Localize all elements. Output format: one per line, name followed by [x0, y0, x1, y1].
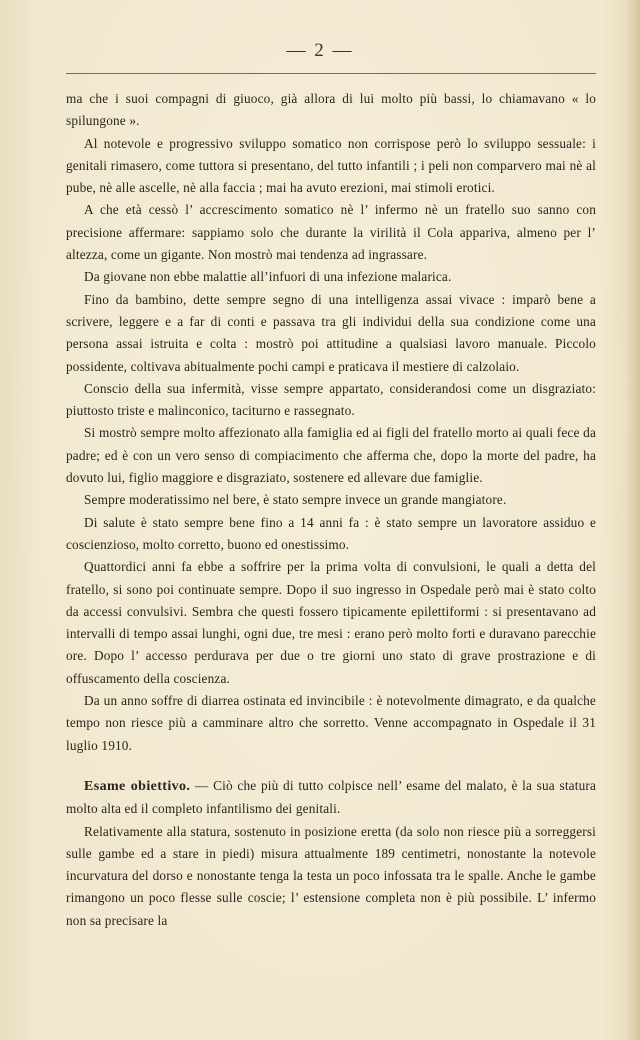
- paragraph: Da un anno soffre di diarrea ostinata ed invincibile : è notevolmente dimagrato, e da qualche tempo non riesce più a camminare altro che sorretto. Venne accompagnato in Ospedale il 31 luglio 1910.: [66, 693, 596, 753]
- section-heading: Esame obiettivo.: [84, 778, 191, 794]
- paragraph: Di salute è stato sempre bene fino a 14 anni fa : è stato sempre un lavoratore assiduo e coscienzioso, molto corretto, buono ed onestissimo.: [66, 514, 596, 552]
- paragraph: A che età cessò l’ accrescimento somatico nè l’ infermo nè un fratello suo sanno con precisione affermare: sappiamo solo che durante la virilità il Cola appariva, almeno per l’ altezza, come un gigante. Non mostrò mai tendenza ad ingrassare.: [66, 202, 596, 263]
- body-text: [66, 88, 596, 932]
- exam-intro-text: — Ciò che più di tutto colpisce nell’ esame del malato, è la sua statura molto alta ed il completo infantilismo dei genitali.: [66, 777, 596, 817]
- paragraph: Si mostrò sempre molto affezionato alla famiglia ed ai figli del fratello morto ai quali fece da padre; ed è con un vero senso di compiacimento che afferma che, dopo la morte del padre, ha dovuto lui, figlio maggiore e disgraziato, sostenere ed allevare due famiglie.: [66, 425, 596, 486]
- page-edge-shadow: [626, 0, 640, 1040]
- paragraph: ma che i suoi compagni di giuoco, già allora di lui molto più bassi, lo chiamavano « lo spilungone ».: [66, 91, 596, 129]
- paragraph: Quattordici anni fa ebbe a soffrire per la prima volta di convulsioni, le quali a detta del fratello, si sono poi continuate sempre. Dopo il suo ingresso in Ospedale però mai è stato colto da accessi convulsivi. Sembra che questi fossero tipicamente epilettiformi : si presentavano ad intervalli di tempo assai lunghi, ogni due, tre mesi : erano però molto forti e duravano parecchie ore. Dopo l’ accesso perdurava per due o tre giorni uno stato di grave prostrazione e di offuscamento della coscienza.: [66, 559, 596, 686]
- paragraph: Al notevole e progressivo sviluppo somatico non corrispose però lo sviluppo sessuale: i genitali rimasero, come tuttora si presentano, del tutto infantili ; i peli non comparvero mai nè al pube, nè alle ascelle, nè alla faccia ; mai ha avuto erezioni, mai stimoli erotici.: [66, 135, 596, 196]
- paragraph: Sempre moderatissimo nel bere, è stato sempre invece un grande mangiatore.: [84, 492, 507, 508]
- paragraph: Fino da bambino, dette sempre segno di una intelligenza assai vivace : imparò bene a scrivere, leggere e a far di conti e passava tra gli individui della sua condizione come una persona assai istruita e colta : mostrò poi attitudine a qualsiasi lavoro manuale. Piccolo possidente, coltivava abitualmente pochi campi e praticava il mestiere di calzolaio.: [66, 291, 596, 374]
- exam-paragraph: [66, 775, 596, 821]
- paragraph: Conscio della sua infermità, visse sempre appartato, considerandosi come un disgraziato: piuttosto triste e malinconico, taciturno e rassegnato.: [66, 380, 596, 419]
- paragraph: Relativamente alla statura, sostenuto in posizione eretta (da solo non riesce più a sorreggersi sulle gambe ed a stare in piedi) misura attualmente 189 centimetri, nonostante la notevole incurvatura del dorso e nonostante tenga la testa un poco infossata tra le spalle. Anche le gambe rimangono un poco flesse sulle coscie; l’ estensione completa non è più possibile. L’ infermo non sa precisare la: [66, 823, 596, 928]
- header-rule: [66, 73, 596, 74]
- paragraph: Da giovane non ebbe malattie all’infuori di una infezione malarica.: [84, 269, 452, 285]
- page-number: — 2 —: [286, 40, 354, 61]
